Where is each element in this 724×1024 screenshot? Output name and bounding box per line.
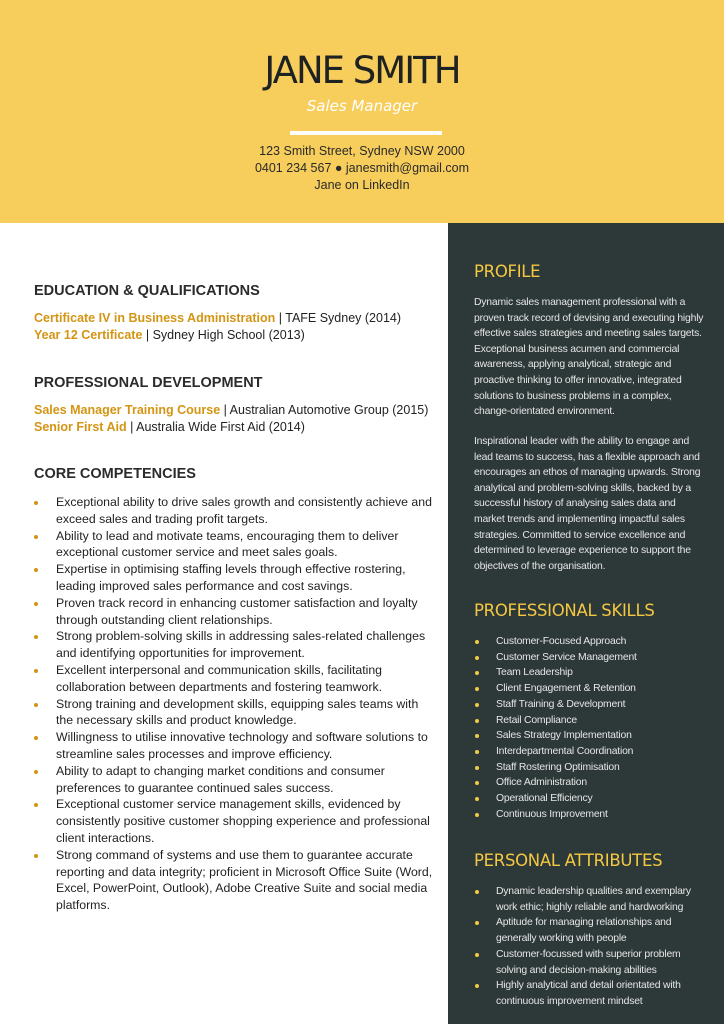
- list-item: Strong problem-solving skills in addressing sales-related challenges and identifying opportunities for improvement.: [34, 628, 434, 662]
- list-item: Customer-focussed with superior problem solving and decision-making abilities: [474, 947, 714, 978]
- bullet-icon: [475, 953, 479, 957]
- profile-paragraph-1: Dynamic sales management professional with a proven track record of devising and executing highly effective sales strategies and meeting sales targets. Exceptional business acumen and commercial awareness, applying analytical, strategic and proactive thinking to offer innovative, integrated solutions to business problems in a complex, change-orientated environment.: [474, 297, 704, 418]
- list-item: Interdepartmental Coordination: [474, 744, 714, 760]
- bullet-icon: [34, 770, 38, 774]
- bullet-icon: [34, 501, 38, 505]
- list-item: Client Engagement & Retention: [474, 681, 714, 697]
- resume-header: [0, 0, 724, 223]
- education-heading: EDUCATION & QUALIFICATIONS: [34, 283, 260, 299]
- list-item: Exceptional customer service management skills, evidenced by consistently positive customer shopping experience and professional client interactions.: [34, 796, 434, 846]
- development-list: [34, 402, 434, 436]
- address: 123 Smith Street, Sydney NSW 2000: [259, 144, 465, 158]
- development-item: Sales Manager Training Course | Australian Automotive Group (2015): [34, 403, 429, 417]
- bullet-icon: [34, 803, 38, 807]
- education-item: Certificate IV in Business Administration | TAFE Sydney (2014): [34, 311, 402, 325]
- education-item: Year 12 Certificate | Sydney High School (2013): [34, 328, 305, 342]
- bullet-icon: [34, 703, 38, 707]
- phone-email[interactable]: 0401 234 567 ● janesmith@gmail.com: [254, 161, 470, 175]
- bullet-icon: [475, 890, 479, 894]
- list-item: Strong training and development skills, equipping sales teams with the necessary skills and product knowledge.: [34, 696, 434, 730]
- bullet-icon: [475, 813, 479, 817]
- list-item: Staff Rostering Optimisation: [474, 760, 714, 776]
- header-divider: [290, 131, 442, 135]
- list-item: Retail Compliance: [474, 713, 714, 729]
- list-item: Aptitude for managing relationships and generally working with people: [474, 915, 714, 946]
- skills-list: [474, 634, 714, 822]
- bullet-icon: [475, 984, 479, 988]
- bullet-icon: [34, 635, 38, 639]
- bullet-icon: [34, 602, 38, 606]
- bullet-icon: [475, 719, 479, 723]
- bullet-icon: [34, 669, 38, 673]
- development-item: Senior First Aid | Australia Wide First Aid (2014): [34, 420, 305, 434]
- bullet-icon: [475, 656, 479, 660]
- list-item: Exceptional ability to drive sales growth and consistently achieve and exceed sales and trading profit targets.: [34, 494, 434, 528]
- bullet-icon: [475, 640, 479, 644]
- list-item: Dynamic leadership qualities and exemplary work ethic; highly reliable and hardworking: [474, 884, 714, 915]
- list-item: Team Leadership: [474, 665, 714, 681]
- bullet-icon: [475, 766, 479, 770]
- bullet-icon: [34, 736, 38, 740]
- bullet-icon: [475, 750, 479, 754]
- linkedin-link[interactable]: Jane on LinkedIn: [314, 178, 410, 192]
- list-item: Continuous Improvement: [474, 807, 714, 823]
- list-item: Strong command of systems and use them to guarantee accurate reporting and data integrity; proficient in Microsoft Office Suite (Word, Excel, PowerPoint, Outlook), Adobe Creative Suite and social media platforms.: [34, 847, 434, 914]
- bullet-icon: [475, 734, 479, 738]
- attributes-heading: PERSONAL ATTRIBUTES: [474, 851, 663, 870]
- bullet-icon: [475, 921, 479, 925]
- competencies-list: [34, 494, 434, 914]
- bullet-icon: [475, 687, 479, 691]
- profile-paragraph-2: Inspirational leader with the ability to engage and lead teams to success, has a flexible approach and encourages an ethos of managing upwards. Strong analytical and problem-solving skills, backed by a successful history of analysing sales data and market trends and implementing impactful sales strategies. Committed to service excellence and determined to leverage experience to support the objectives of the organisation.: [474, 436, 701, 572]
- list-item: Expertise in optimising staffing levels through effective rostering, leading improved sales performance and cost savings.: [34, 561, 434, 595]
- bullet-icon: [475, 781, 479, 785]
- profile-heading: PROFILE: [474, 262, 541, 281]
- bullet-icon: [475, 797, 479, 801]
- job-title: Sales Manager: [306, 97, 418, 115]
- list-item: Customer-Focused Approach: [474, 634, 714, 650]
- list-item: Ability to lead and motivate teams, encouraging them to deliver exceptional customer service and meet sales goals.: [34, 528, 434, 562]
- bullet-icon: [34, 854, 38, 858]
- development-heading: PROFESSIONAL DEVELOPMENT: [34, 375, 263, 391]
- list-item: Ability to adapt to changing market conditions and consumer preferences to guarantee continued sales success.: [34, 763, 434, 797]
- bullet-icon: [475, 703, 479, 707]
- list-item: Operational Efficiency: [474, 791, 714, 807]
- list-item: Willingness to utilise innovative technology and software solutions to streamline sales processes and improve efficiency.: [34, 729, 434, 763]
- list-item: Customer Service Management: [474, 650, 714, 666]
- bullet-icon: [34, 535, 38, 539]
- main-column: [34, 281, 434, 914]
- education-list: [34, 310, 434, 344]
- bullet-icon: [34, 568, 38, 572]
- list-item: Proven track record in enhancing customer satisfaction and loyalty through outstanding client relationships.: [34, 595, 434, 629]
- competencies-heading: CORE COMPETENCIES: [34, 466, 196, 482]
- list-item: Highly analytical and detail orientated with continuous improvement mindset: [474, 978, 714, 1009]
- attributes-list: [474, 884, 714, 1010]
- list-item: Sales Strategy Implementation: [474, 728, 714, 744]
- skills-heading: PROFESSIONAL SKILLS: [474, 601, 655, 620]
- candidate-name: JANE SMITH: [264, 49, 460, 92]
- sidebar: [448, 223, 724, 1024]
- list-item: Staff Training & Development: [474, 697, 714, 713]
- list-item: Office Administration: [474, 775, 714, 791]
- list-item: Excellent interpersonal and communication skills, facilitating collaboration between departments and fostering teamwork.: [34, 662, 434, 696]
- bullet-icon: [475, 671, 479, 675]
